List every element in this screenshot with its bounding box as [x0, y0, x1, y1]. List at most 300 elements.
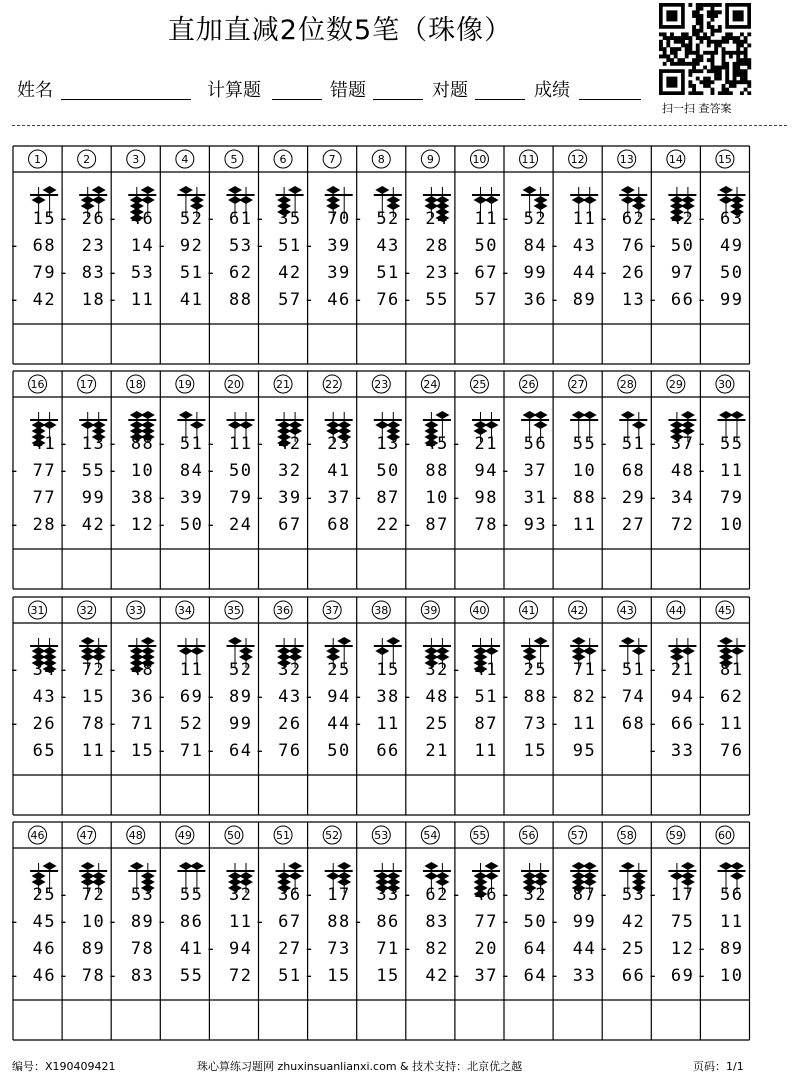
- answer-box[interactable]: [111, 324, 160, 364]
- problem-number: 3: [132, 153, 140, 166]
- operand: 66: [376, 741, 400, 761]
- problem-number: 35: [226, 604, 241, 617]
- operand: 88: [425, 461, 449, 481]
- operand: - 25: [598, 939, 646, 959]
- operand: - 51: [598, 660, 646, 680]
- problem-number: 58: [619, 829, 634, 842]
- problem-cell: [647, 601, 700, 815]
- answer-box[interactable]: [160, 775, 209, 815]
- operand: - 64: [205, 741, 253, 761]
- operand: - 37: [500, 461, 548, 481]
- qr-caption: 扫一扫 查答案: [662, 102, 732, 115]
- problem-cell: [156, 601, 209, 815]
- problem-cell: [156, 826, 209, 1040]
- answer-box[interactable]: [62, 324, 111, 364]
- operand: 56: [720, 885, 744, 905]
- operand: - 67: [451, 263, 498, 283]
- operand: - 94: [205, 939, 253, 959]
- operand: - 87: [401, 515, 449, 535]
- answer-box[interactable]: [504, 549, 553, 589]
- operand: - 39: [303, 236, 351, 256]
- operand: - 23: [303, 434, 351, 454]
- problem-number: 12: [570, 153, 585, 166]
- answer-box[interactable]: [700, 1000, 749, 1040]
- operand: 55: [179, 885, 204, 905]
- operand: - 39: [156, 488, 204, 508]
- operand: - 11: [696, 461, 744, 481]
- operand: - 11: [205, 434, 253, 454]
- operand: 57: [474, 290, 498, 310]
- problem-cell: [647, 826, 700, 1040]
- operand: - 51: [156, 434, 204, 454]
- problem-number: 49: [177, 829, 192, 842]
- operand: 84: [179, 461, 204, 481]
- answer-box[interactable]: [504, 775, 553, 815]
- answer-box[interactable]: [160, 1000, 209, 1040]
- answer-box[interactable]: [259, 775, 308, 815]
- problem-cell: [255, 375, 308, 589]
- problem-number: 15: [717, 153, 732, 166]
- operand: - 42: [254, 434, 302, 454]
- problem-cell: [549, 601, 602, 815]
- problem-number: 6: [279, 153, 287, 166]
- problem-cell: [107, 601, 160, 815]
- answer-box[interactable]: [209, 549, 258, 589]
- operand: 71: [376, 939, 400, 959]
- answer-box[interactable]: [62, 549, 111, 589]
- operand: - 86: [156, 912, 204, 932]
- footer-code: 编号：X190409421: [12, 1060, 116, 1073]
- problem-cell: [647, 375, 700, 589]
- answer-box[interactable]: [700, 775, 749, 815]
- answer-box[interactable]: [455, 775, 504, 815]
- operand: 57: [278, 290, 302, 310]
- answer-box[interactable]: [13, 1000, 62, 1040]
- operand: - 99: [500, 263, 548, 283]
- operand: - 24: [205, 515, 253, 535]
- operand: 11: [474, 741, 498, 761]
- answer-box[interactable]: [651, 1000, 700, 1040]
- operand: 28: [425, 236, 449, 256]
- problem-number: 9: [426, 153, 434, 166]
- answer-box[interactable]: [209, 1000, 258, 1040]
- answer-box[interactable]: [160, 324, 209, 364]
- problem-number: 18: [128, 378, 143, 391]
- operand: 43: [376, 236, 400, 256]
- answer-box[interactable]: [13, 549, 62, 589]
- problem-number: 44: [668, 604, 683, 617]
- problem-number: 42: [570, 604, 585, 617]
- answer-box[interactable]: [406, 775, 455, 815]
- answer-box[interactable]: [553, 549, 602, 589]
- operand: 87: [572, 885, 597, 905]
- problem-cell: [255, 826, 308, 1040]
- operand: 95: [572, 741, 597, 761]
- operand: 38: [130, 488, 155, 508]
- operand: 41: [179, 939, 204, 959]
- problem-cell: [58, 601, 111, 815]
- operand: 10: [425, 488, 449, 508]
- operand: - 76: [352, 290, 400, 310]
- operand: - 55: [401, 290, 449, 310]
- operand: 68: [621, 461, 646, 481]
- answer-box[interactable]: [111, 775, 160, 815]
- answer-box[interactable]: [651, 324, 700, 364]
- operand: - 41: [451, 660, 498, 680]
- operand: - 34: [9, 660, 57, 680]
- operand: - 15: [303, 966, 351, 986]
- problem-number: 36: [276, 604, 291, 617]
- answer-box[interactable]: [406, 1000, 455, 1040]
- operand: 18: [81, 290, 106, 310]
- operand: 27: [278, 939, 302, 959]
- operand: 39: [327, 263, 351, 283]
- operand: 88: [229, 290, 253, 310]
- answer-box[interactable]: [259, 324, 308, 364]
- operand: 94: [670, 687, 695, 707]
- problem-cell: [402, 601, 455, 815]
- operand: - 24: [401, 209, 449, 229]
- problem-number: 37: [325, 604, 340, 617]
- operand: 50: [327, 741, 351, 761]
- operand: 11: [179, 660, 204, 680]
- name-label: 姓名: [17, 80, 53, 101]
- operand: - 74: [598, 687, 646, 707]
- operand: 48: [670, 461, 695, 481]
- operand: 52: [229, 660, 253, 680]
- operand: - 72: [58, 660, 106, 680]
- operand: 31: [523, 488, 548, 508]
- problem-number: 47: [79, 829, 94, 842]
- operand: - 68: [9, 236, 57, 256]
- answer-box[interactable]: [553, 324, 602, 364]
- operand: - 13: [58, 434, 106, 454]
- answer-box[interactable]: [259, 549, 308, 589]
- operand: 33: [376, 885, 400, 905]
- operand: 75: [670, 912, 695, 932]
- operand: - 11: [549, 714, 597, 734]
- answer-box[interactable]: [308, 549, 357, 589]
- answer-box[interactable]: [651, 775, 700, 815]
- operand: 55: [572, 434, 597, 454]
- problem-number: 25: [472, 378, 487, 391]
- operand: - 28: [9, 515, 57, 535]
- operand: 25: [327, 660, 351, 680]
- problem-number: 17: [79, 378, 94, 391]
- operand: 13: [621, 290, 646, 310]
- answer-box[interactable]: [700, 324, 749, 364]
- operand: 51: [179, 263, 204, 283]
- problem-number: 31: [30, 604, 45, 617]
- operand: - 50: [156, 515, 204, 535]
- operand: - 10: [107, 461, 155, 481]
- operand: - 71: [107, 714, 155, 734]
- problem-number: 28: [619, 378, 634, 391]
- operand: 32: [278, 461, 302, 481]
- problem-cell: [500, 601, 553, 815]
- operand: - 21: [647, 660, 695, 680]
- operand: - 61: [205, 209, 253, 229]
- operand: 52: [179, 209, 204, 229]
- problem-number: 16: [30, 378, 45, 391]
- operand: - 72: [58, 885, 106, 905]
- operand: 21: [425, 741, 449, 761]
- operand: - 33: [647, 741, 695, 761]
- problem-number: 55: [472, 829, 487, 842]
- operand: - 45: [401, 434, 449, 454]
- operand: 14: [130, 236, 155, 256]
- answer-box[interactable]: [504, 324, 553, 364]
- operand: 15: [523, 741, 548, 761]
- operand: - 76: [254, 741, 302, 761]
- problem-number: 14: [668, 153, 683, 166]
- problem-cell: [697, 826, 750, 1040]
- operand: 99: [81, 488, 106, 508]
- operand: - 86: [352, 912, 400, 932]
- answer-box[interactable]: [308, 775, 357, 815]
- problem-number: 27: [570, 378, 585, 391]
- operand: - 50: [647, 236, 695, 256]
- operand: - 99: [549, 912, 597, 932]
- operand: - 62: [205, 263, 253, 283]
- operand: 32: [278, 660, 302, 680]
- operand: - 12: [107, 515, 155, 535]
- problem-number: 54: [423, 829, 438, 842]
- operand: 89: [81, 939, 106, 959]
- problem-cell: [451, 601, 504, 815]
- problem-cell: [697, 150, 750, 364]
- answer-box[interactable]: [553, 1000, 602, 1040]
- answer-box[interactable]: [160, 549, 209, 589]
- problem-cell: [500, 826, 553, 1040]
- operand: 11: [720, 912, 744, 932]
- operand: - 52: [352, 209, 400, 229]
- problem-cell: [255, 601, 308, 815]
- operand: - 43: [254, 687, 302, 707]
- operand: - 50: [500, 912, 548, 932]
- answer-box[interactable]: [62, 775, 111, 815]
- operand: 87: [474, 714, 498, 734]
- problem-cell: [255, 150, 308, 364]
- operand: - 48: [107, 660, 155, 680]
- operand: 36: [130, 687, 155, 707]
- operand: 20: [474, 939, 498, 959]
- operand: - 42: [9, 290, 57, 310]
- problem-cell: [107, 826, 160, 1040]
- operand: - 64: [500, 966, 548, 986]
- answer-box[interactable]: [13, 775, 62, 815]
- operand: 81: [720, 660, 744, 680]
- operand: - 88: [549, 488, 597, 508]
- problem-cell: [353, 601, 406, 815]
- operand: - 11: [352, 714, 400, 734]
- operand: - 39: [254, 488, 302, 508]
- operand: - 69: [156, 687, 204, 707]
- page-title: 直加直减2位数5笔（珠像）: [167, 15, 513, 46]
- answer-box[interactable]: [455, 324, 504, 364]
- problem-number: 8: [377, 153, 385, 166]
- operand: 56: [523, 434, 548, 454]
- problem-cell: [58, 826, 111, 1040]
- operand: 77: [32, 488, 57, 508]
- problem-number: 4: [181, 153, 189, 166]
- operand: - 42: [647, 209, 695, 229]
- answer-box[interactable]: [455, 549, 504, 589]
- operand: - 51: [451, 687, 498, 707]
- operand: - 29: [598, 488, 646, 508]
- problem-cell: [9, 150, 62, 364]
- operand: - 11: [696, 714, 744, 734]
- problem-number: 33: [128, 604, 143, 617]
- operand: 76: [621, 236, 646, 256]
- operand: - 37: [647, 434, 695, 454]
- answer-box[interactable]: [209, 324, 258, 364]
- operand: 50: [376, 461, 400, 481]
- operand: - 17: [647, 885, 695, 905]
- problem-cell: [549, 826, 602, 1040]
- answer-box[interactable]: [455, 1000, 504, 1040]
- answer-box[interactable]: [504, 1000, 553, 1040]
- operand: - 73: [303, 939, 351, 959]
- operand: - 26: [598, 263, 646, 283]
- answer-box[interactable]: [62, 1000, 111, 1040]
- operand: - 15: [107, 741, 155, 761]
- operand: 79: [229, 488, 253, 508]
- operand: 72: [670, 515, 695, 535]
- answer-box[interactable]: [13, 324, 62, 364]
- operand: - 78: [58, 966, 106, 986]
- problem-number: 57: [570, 829, 585, 842]
- problem-cell: [598, 375, 651, 589]
- operand: 41: [32, 434, 57, 454]
- problem-cell: [451, 826, 504, 1040]
- operand: - 46: [107, 209, 155, 229]
- problem-cell: [647, 150, 700, 364]
- answer-box[interactable]: [357, 1000, 406, 1040]
- problem-number: 21: [276, 378, 291, 391]
- problem-number: 26: [521, 378, 536, 391]
- problem-cell: [304, 601, 357, 815]
- operand: 15: [376, 966, 400, 986]
- operand: - 34: [647, 488, 695, 508]
- answer-box[interactable]: [111, 1000, 160, 1040]
- answer-box[interactable]: [308, 1000, 357, 1040]
- operand: 50: [720, 263, 744, 283]
- answer-box[interactable]: [209, 775, 258, 815]
- problem-cell: [156, 150, 209, 364]
- problem-number: 45: [717, 604, 732, 617]
- problem-cell: [9, 375, 62, 589]
- operand: - 32: [500, 885, 548, 905]
- operand: 70: [327, 209, 351, 229]
- problem-number: 20: [226, 378, 241, 391]
- operand: 27: [621, 515, 646, 535]
- answer-box[interactable]: [651, 549, 700, 589]
- operand: - 10: [696, 966, 744, 986]
- answer-box[interactable]: [259, 1000, 308, 1040]
- problem-number: 50: [226, 829, 241, 842]
- problem-number: 43: [619, 604, 634, 617]
- answer-box[interactable]: [357, 775, 406, 815]
- problem-cell: [304, 826, 357, 1040]
- problem-cell: [9, 601, 62, 815]
- problem-number: 39: [423, 604, 438, 617]
- problem-cell: [107, 375, 160, 589]
- answer-box[interactable]: [700, 549, 749, 589]
- operand: 26: [278, 714, 302, 734]
- problem-cell: [598, 150, 651, 364]
- problem-cell: [451, 150, 504, 364]
- answer-box[interactable]: [553, 775, 602, 815]
- problem-cell: [58, 150, 111, 364]
- problem-cell: [206, 375, 259, 589]
- operand: - 99: [696, 290, 744, 310]
- answer-box[interactable]: [357, 324, 406, 364]
- operand: 78: [130, 939, 155, 959]
- problem-number: 11: [521, 153, 536, 166]
- problem-number: 29: [668, 378, 683, 391]
- operand: - 55: [696, 434, 744, 454]
- problem-cell: [598, 826, 651, 1040]
- operand: 76: [720, 741, 744, 761]
- problem-number: 46: [30, 829, 45, 842]
- answer-box[interactable]: [602, 549, 651, 589]
- answer-box[interactable]: [308, 324, 357, 364]
- answer-box[interactable]: [602, 775, 651, 815]
- answer-box[interactable]: [602, 324, 651, 364]
- operand: 41: [327, 461, 351, 481]
- operand: 23: [81, 236, 106, 256]
- operand: 22: [376, 515, 400, 535]
- operand: - 92: [156, 236, 204, 256]
- problem-cell: [402, 375, 455, 589]
- operand: - 82: [549, 687, 597, 707]
- operand: 42: [621, 912, 646, 932]
- answer-box[interactable]: [357, 549, 406, 589]
- problem-cell: [402, 826, 455, 1040]
- operand: 78: [474, 515, 498, 535]
- footer-page: 页码：1/1: [693, 1060, 744, 1073]
- problem-cell: [304, 150, 357, 364]
- operand: 79: [32, 263, 57, 283]
- answer-box[interactable]: [406, 549, 455, 589]
- problem-cell: [353, 826, 406, 1040]
- operand: 88: [327, 912, 351, 932]
- problem-number: 2: [83, 153, 91, 166]
- problem-cell: [549, 150, 602, 364]
- answer-box[interactable]: [602, 1000, 651, 1040]
- answer-box[interactable]: [406, 324, 455, 364]
- operand: 53: [229, 236, 253, 256]
- operand: - 37: [451, 966, 498, 986]
- problem-number: 30: [717, 378, 732, 391]
- operand: 68: [621, 714, 646, 734]
- operand: 44: [572, 939, 597, 959]
- answer-box[interactable]: [111, 549, 160, 589]
- problem-cell: [304, 375, 357, 589]
- problem-number: 22: [325, 378, 340, 391]
- operand: 64: [523, 939, 548, 959]
- operand: 53: [130, 885, 155, 905]
- operand: 44: [572, 263, 597, 283]
- footer-site: 珠心算练习题网 zhuxinsuanlianxi.com & 技术支持：北京优之越: [197, 1060, 523, 1073]
- operand: - 55: [58, 461, 106, 481]
- operand: 73: [523, 714, 548, 734]
- operand: 43: [32, 687, 57, 707]
- problem-number: 1: [34, 153, 42, 166]
- operand: - 89: [549, 290, 597, 310]
- operand: 36: [278, 885, 302, 905]
